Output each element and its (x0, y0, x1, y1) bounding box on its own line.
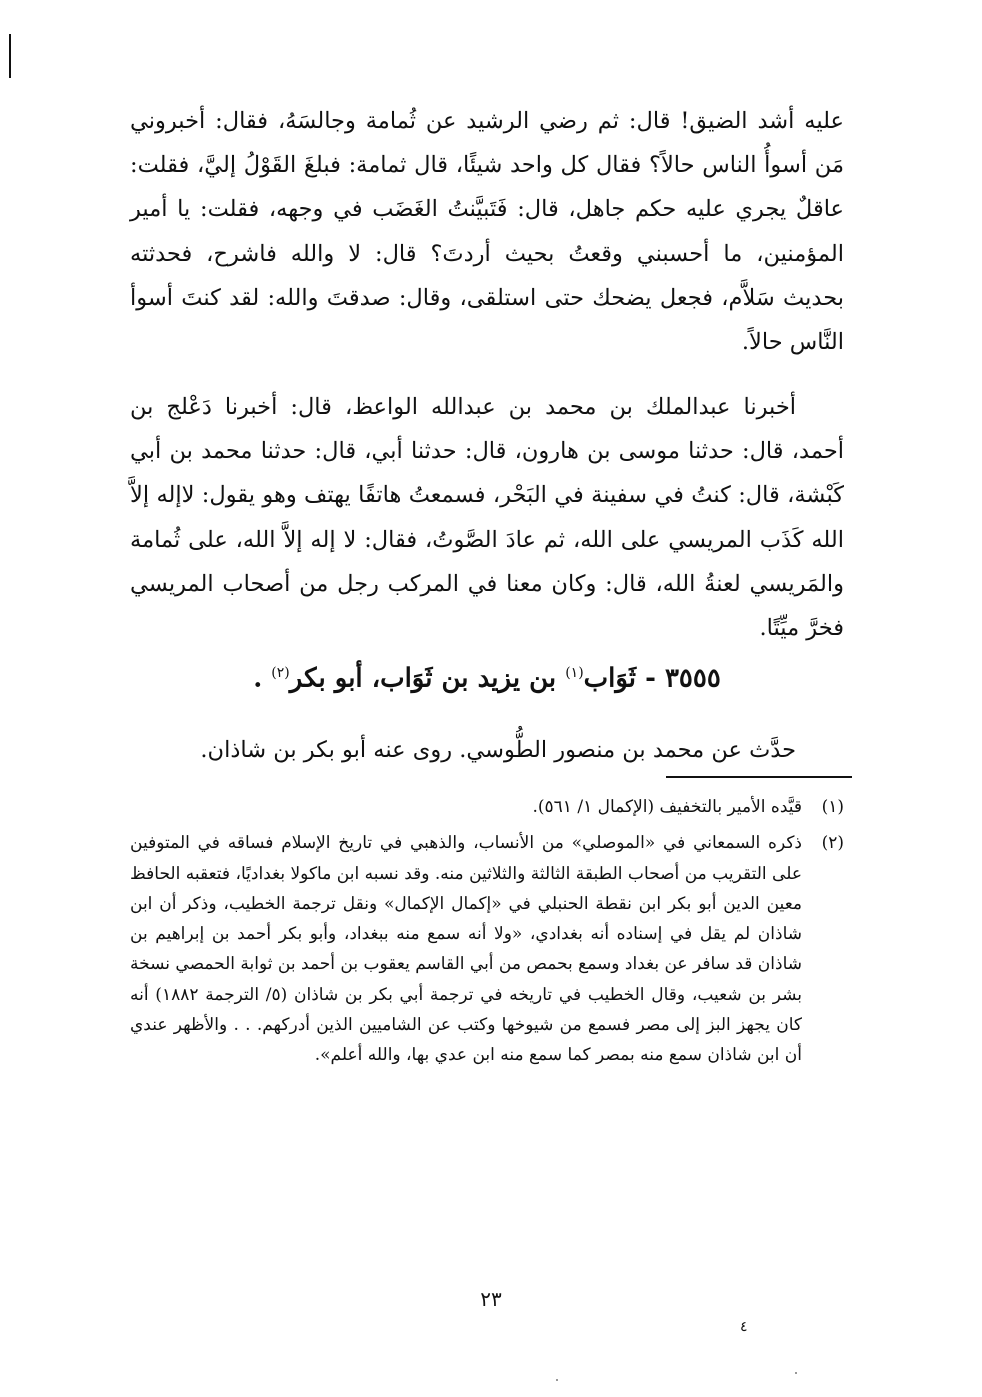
scan-edge-mark (9, 34, 11, 78)
footnote-number: (١) (821, 797, 844, 817)
scan-speck (556, 1379, 558, 1381)
heading-part-b: بن يزيد بن ثَوَاب، أبو بكر (289, 663, 566, 694)
scan-speck (795, 1372, 797, 1374)
footnote-1 (130, 792, 844, 822)
entry-heading (130, 651, 844, 701)
footnote-2 (130, 828, 844, 1070)
heading-part-a: ٣٥٥٥ - ثَوَاب (583, 663, 721, 694)
paragraph-3: حدَّث عن محمد بن منصور الطُّوسي. روى عنه أبو بكر بن شاذان. (200, 737, 796, 763)
footnotes (130, 792, 844, 1077)
footnote-ref-1: (١) (565, 665, 584, 681)
footnote-text: قيَّده الأمير بالتخفيف (الإكمال ١/ ٥٦١). (532, 797, 802, 817)
footnote-text: ذكره السمعاني في «الموصلي» من الأنساب، والذهبي في تاريخ الإسلام فساقه في المتوفين على التقريب من أصحاب الطبقة الثالثة والثلاثين منه. وقد نسبه ابن ماكولا بغداديًا، فتعقبه الحافظ معين الدين أبو بكر ابن نقطة الحنبلي في «إكمال الإكمال» ونقل ترجمة الخطيب، وذكر أن ابن شاذان لم يقل في إسناده أنه بغدادي، «ولا أنه سمع منه ببغداد، وأبو بكر أحمد بن إبراهيم بن شاذان قد سافر عن بغداد وسمع بحمص من أبي القاسم يعقوب بن أحمد بن ثوابة الحمصي نسخة بشر بن شعيب، وقال الخطيب في تاريخه في ترجمة أبي بكر بن شاذان (٥/ الترجمة ١٨٨٢) أنه كان يجهز البز إلى مصر فسمع من شيوخها وكتب عن الشاميين الذين أدركهم. . . والأظهر عندي أن ابن شاذان سمع منه بمصر كما سمع منه ابن عدي بها، والله أعلم». (130, 833, 802, 1066)
corner-mark: ٤ (740, 1319, 748, 1335)
heading-part-c: . (253, 663, 272, 694)
footnote-number: (٢) (821, 833, 844, 854)
paragraph-1: عليه أشد الضيق! قال: ثم رضي الرشيد عن ثُمامة وجالسَهُ، فقال: أخبروني مَن أسوأُ الناس حالاً؟ فقال كل واحد شيئًا، قال ثمامة: فبلغَ القَوْلُ إليَّ، فقلت: عاقلٌ يجري عليه حكم جاهل، قال: فَتَبيَّنتُ الغَضَب في وجهه، فقلت: يا أمير المؤمنين، ما أحسبني وقعتُ بحيث أردتَ؟ قال: لا والله فاشرح، فحدثته بحديث سَلاَّم، فجعل يضحك حتى استلقى، وقال: صدقتَ والله: لقد كنتَ أسوأ النَّاس حالاً. (130, 108, 844, 356)
footnote-ref-2: (٢) (271, 665, 290, 681)
paragraph-2: أخبرنا عبدالملك بن محمد بن عبدالله الواعظ، قال: أخبرنا دَعْلج بن أحمد، قال: حدثنا موسى بن هارون، قال: حدثنا أبي، قال: حدثنا محمد بن أبي كَبْشة، قال: كنتُ في سفينة في البَحْر، فسمعتُ هاتفًا يهتف وهو يقول: لاإله إلاَّ الله كَذَب المريسي على الله، ثم عادَ الصَّوتُ، فقال: لا إله إلاَّ الله، على ثُمامة والمَريسي لعنةُ الله، قال: وكان معنا في المركب رجل من أصحاب المريسي فخرَّ ميِّتًا. (130, 394, 844, 642)
page-number: ٢٣ (480, 1287, 502, 1311)
footnote-separator (666, 776, 852, 778)
